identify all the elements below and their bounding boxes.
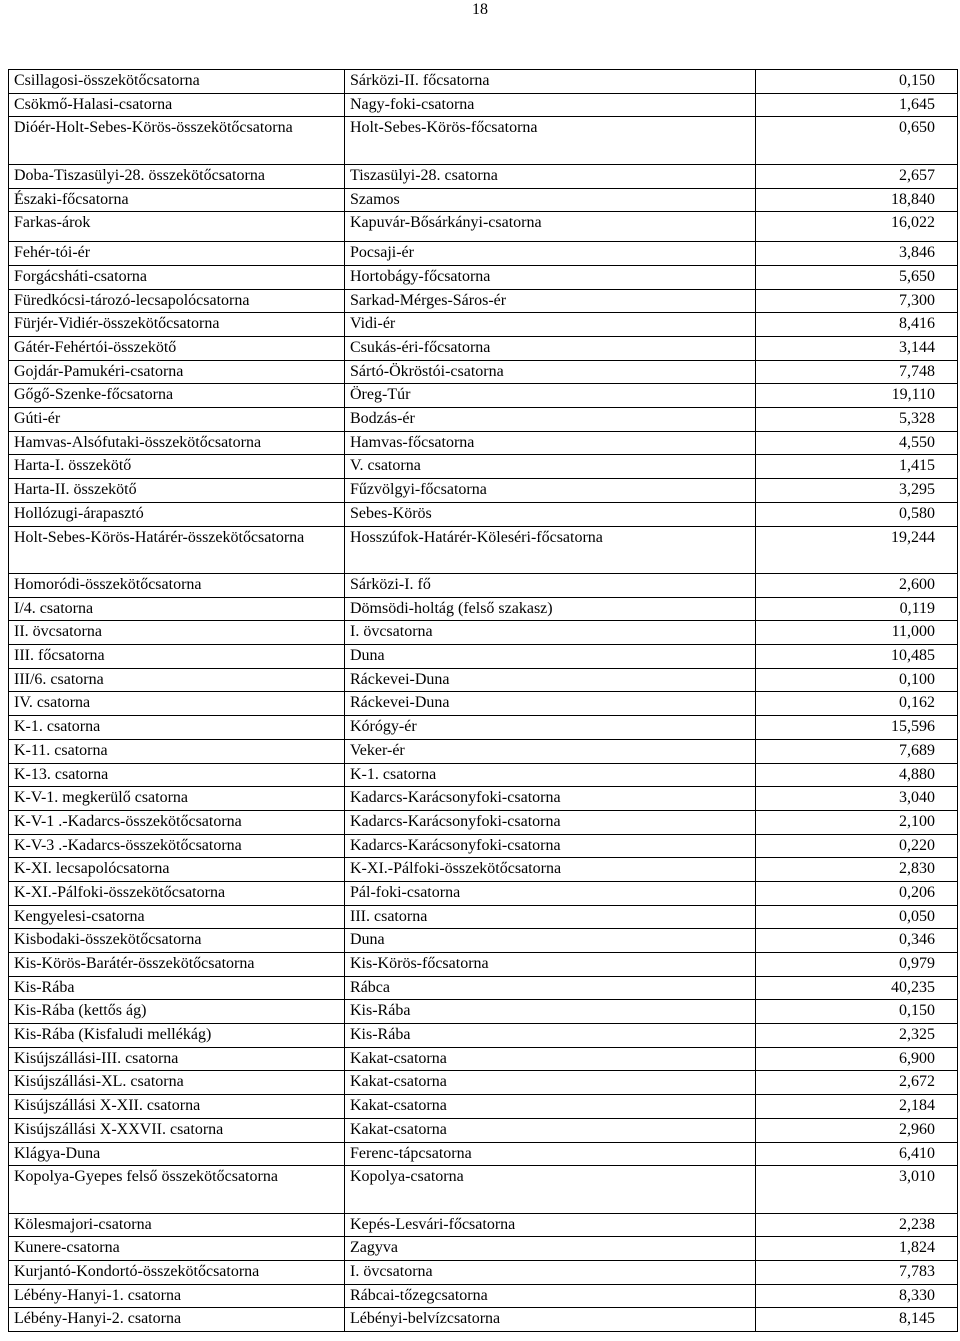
watercourse-name-cell: K-V-3 .-Kadarcs-összekötőcsatorna <box>9 834 345 858</box>
recipient-cell: Rábcai-tőzegcsatorna <box>345 1284 756 1308</box>
table-row <box>9 668 958 692</box>
table-row <box>9 1024 958 1048</box>
watercourse-name-cell: Kopolya-Gyepes felső összekötőcsatorna <box>9 1166 345 1214</box>
table-row <box>9 313 958 337</box>
length-cell: 3,846 <box>756 242 958 266</box>
length-cell: 18,840 <box>756 188 958 212</box>
recipient-cell: Bodzás-ér <box>345 408 756 432</box>
length-cell: 2,100 <box>756 810 958 834</box>
table-row <box>9 597 958 621</box>
recipient-cell: Öreg-Túr <box>345 384 756 408</box>
length-cell: 0,346 <box>756 929 958 953</box>
recipient-cell: Dömsödi-holtág (felső szakasz) <box>345 597 756 621</box>
watercourse-name-cell: III. főcsatorna <box>9 645 345 669</box>
length-cell: 0,220 <box>756 834 958 858</box>
recipient-cell: I. övcsatorna <box>345 1261 756 1285</box>
table-row <box>9 431 958 455</box>
length-cell: 8,145 <box>756 1308 958 1332</box>
recipient-cell: Tiszasülyi-28. csatorna <box>345 164 756 188</box>
watercourse-name-cell: Kölesmajori-csatorna <box>9 1213 345 1237</box>
watercourse-name-cell: Kurjantó-Kondortó-összekötőcsatorna <box>9 1261 345 1285</box>
length-cell: 2,184 <box>756 1095 958 1119</box>
watercourse-name-cell: K-XI.-Pálfoki-összekötőcsatorna <box>9 881 345 905</box>
watercourse-name-cell: Csillagosi-összekötőcsatorna <box>9 70 345 94</box>
length-cell: 6,410 <box>756 1142 958 1166</box>
length-cell: 2,600 <box>756 574 958 598</box>
length-cell: 16,022 <box>756 212 958 242</box>
watercourse-name-cell: Klágya-Duna <box>9 1142 345 1166</box>
table-row <box>9 70 958 94</box>
length-cell: 2,325 <box>756 1024 958 1048</box>
recipient-cell: Kakat-csatorna <box>345 1095 756 1119</box>
table-row <box>9 905 958 929</box>
recipient-cell: Zagyva <box>345 1237 756 1261</box>
table-row <box>9 834 958 858</box>
table-row <box>9 502 958 526</box>
waterway-table <box>8 69 958 1332</box>
table-row <box>9 479 958 503</box>
recipient-cell: Sárközi-I. fő <box>345 574 756 598</box>
watercourse-name-cell: Lébény-Hanyi-2. csatorna <box>9 1308 345 1332</box>
table-row <box>9 1118 958 1142</box>
length-cell: 0,119 <box>756 597 958 621</box>
table-row <box>9 716 958 740</box>
recipient-cell: Pocsaji-ér <box>345 242 756 266</box>
length-cell: 7,300 <box>756 289 958 313</box>
table-row <box>9 1284 958 1308</box>
watercourse-name-cell: II. övcsatorna <box>9 621 345 645</box>
watercourse-name-cell: Dióér-Holt-Sebes-Körös-összekötőcsatorna <box>9 117 345 165</box>
length-cell: 3,040 <box>756 787 958 811</box>
table-row <box>9 188 958 212</box>
watercourse-name-cell: K-11. csatorna <box>9 739 345 763</box>
watercourse-name-cell: K-V-1 .-Kadarcs-összekötőcsatorna <box>9 810 345 834</box>
table-row <box>9 881 958 905</box>
watercourse-name-cell: Hamvas-Alsófutaki-összekötőcsatorna <box>9 431 345 455</box>
recipient-cell: Veker-ér <box>345 739 756 763</box>
length-cell: 2,830 <box>756 858 958 882</box>
watercourse-name-cell: Holt-Sebes-Körös-Határér-összekötőcsatorna <box>9 526 345 574</box>
page-number: 18 <box>472 1 488 18</box>
recipient-cell: Vidi-ér <box>345 313 756 337</box>
recipient-cell: V. csatorna <box>345 455 756 479</box>
length-cell: 1,415 <box>756 455 958 479</box>
table-row <box>9 337 958 361</box>
recipient-cell: Kadarcs-Karácsonyfoki-csatorna <box>345 810 756 834</box>
table-row <box>9 1071 958 1095</box>
length-cell: 8,416 <box>756 313 958 337</box>
watercourse-name-cell: III/6. csatorna <box>9 668 345 692</box>
watercourse-name-cell: Harta-I. összekötő <box>9 455 345 479</box>
length-cell: 0,050 <box>756 905 958 929</box>
recipient-cell: Sebes-Körös <box>345 502 756 526</box>
watercourse-name-cell: Doba-Tiszasülyi-28. összekötőcsatorna <box>9 164 345 188</box>
table-row <box>9 953 958 977</box>
recipient-cell: K-1. csatorna <box>345 763 756 787</box>
recipient-cell: Kapuvár-Bősárkányi-csatorna <box>345 212 756 242</box>
table-row <box>9 858 958 882</box>
recipient-cell: Kakat-csatorna <box>345 1047 756 1071</box>
watercourse-name-cell: Homoródi-összekötőcsatorna <box>9 574 345 598</box>
watercourse-name-cell: Kisújszállási-III. csatorna <box>9 1047 345 1071</box>
table-row <box>9 212 958 242</box>
recipient-cell: III. csatorna <box>345 905 756 929</box>
watercourse-name-cell: Lébény-Hanyi-1. csatorna <box>9 1284 345 1308</box>
length-cell: 7,783 <box>756 1261 958 1285</box>
recipient-cell: Kis-Rába <box>345 1024 756 1048</box>
recipient-cell: Csukás-éri-főcsatorna <box>345 337 756 361</box>
recipient-cell: Fűzvölgyi-főcsatorna <box>345 479 756 503</box>
length-cell: 2,960 <box>756 1118 958 1142</box>
watercourse-name-cell: Csökmő-Halasi-csatorna <box>9 93 345 117</box>
table-row <box>9 976 958 1000</box>
table-row <box>9 164 958 188</box>
watercourse-name-cell: Farkas-árok <box>9 212 345 242</box>
length-cell: 7,689 <box>756 739 958 763</box>
length-cell: 0,979 <box>756 953 958 977</box>
table-row <box>9 384 958 408</box>
length-cell: 3,144 <box>756 337 958 361</box>
recipient-cell: Kakat-csatorna <box>345 1071 756 1095</box>
length-cell: 5,328 <box>756 408 958 432</box>
length-cell: 0,100 <box>756 668 958 692</box>
watercourse-name-cell: I/4. csatorna <box>9 597 345 621</box>
recipient-cell: Pál-foki-csatorna <box>345 881 756 905</box>
table-row <box>9 810 958 834</box>
recipient-cell: Holt-Sebes-Körös-főcsatorna <box>345 117 756 165</box>
watercourse-name-cell: Füredkócsi-tározó-lecsapolócsatorna <box>9 289 345 313</box>
recipient-cell: Kadarcs-Karácsonyfoki-csatorna <box>345 787 756 811</box>
table-row <box>9 645 958 669</box>
recipient-cell: Kopolya-csatorna <box>345 1166 756 1214</box>
length-cell: 0,150 <box>756 1000 958 1024</box>
length-cell: 4,880 <box>756 763 958 787</box>
recipient-cell: Nagy-foki-csatorna <box>345 93 756 117</box>
recipient-cell: K-XI.-Pálfoki-összekötőcsatorna <box>345 858 756 882</box>
watercourse-name-cell: Gőgő-Szenke-főcsatorna <box>9 384 345 408</box>
recipient-cell: Sárközi-II. főcsatorna <box>345 70 756 94</box>
recipient-cell: Duna <box>345 929 756 953</box>
length-cell: 15,596 <box>756 716 958 740</box>
recipient-cell: Sártó-Ökröstói-csatorna <box>345 360 756 384</box>
watercourse-name-cell: K-V-1. megkerülő csatorna <box>9 787 345 811</box>
recipient-cell: Ráckevei-Duna <box>345 668 756 692</box>
length-cell: 10,485 <box>756 645 958 669</box>
recipient-cell: Rábca <box>345 976 756 1000</box>
table-row <box>9 574 958 598</box>
recipient-cell: Hosszúfok-Határér-Köleséri-főcsatorna <box>345 526 756 574</box>
watercourse-name-cell: Gátér-Fehértói-összekötő <box>9 337 345 361</box>
table-row <box>9 526 958 574</box>
watercourse-name-cell: Kisújszállási-XL. csatorna <box>9 1071 345 1095</box>
watercourse-name-cell: Kengyelesi-csatorna <box>9 905 345 929</box>
table-row <box>9 1261 958 1285</box>
table-row <box>9 1213 958 1237</box>
length-cell: 5,650 <box>756 265 958 289</box>
table-row <box>9 265 958 289</box>
table-row <box>9 739 958 763</box>
watercourse-name-cell: Kis-Rába <box>9 976 345 1000</box>
length-cell: 1,645 <box>756 93 958 117</box>
length-cell: 7,748 <box>756 360 958 384</box>
watercourse-name-cell: K-XI. lecsapolócsatorna <box>9 858 345 882</box>
table-row <box>9 1142 958 1166</box>
table-row <box>9 787 958 811</box>
recipient-cell: Ráckevei-Duna <box>345 692 756 716</box>
watercourse-name-cell: Gúti-ér <box>9 408 345 432</box>
length-cell: 0,206 <box>756 881 958 905</box>
length-cell: 1,824 <box>756 1237 958 1261</box>
length-cell: 2,238 <box>756 1213 958 1237</box>
watercourse-name-cell: Északi-főcsatorna <box>9 188 345 212</box>
recipient-cell: Kis-Körös-főcsatorna <box>345 953 756 977</box>
length-cell: 6,900 <box>756 1047 958 1071</box>
watercourse-name-cell: Hollózugi-árapasztó <box>9 502 345 526</box>
watercourse-name-cell: K-1. csatorna <box>9 716 345 740</box>
watercourse-name-cell: Kis-Körös-Barátér-összekötőcsatorna <box>9 953 345 977</box>
table-row <box>9 1000 958 1024</box>
recipient-cell: Kakat-csatorna <box>345 1118 756 1142</box>
length-cell: 0,650 <box>756 117 958 165</box>
table-row <box>9 1308 958 1332</box>
length-cell: 3,010 <box>756 1166 958 1214</box>
recipient-cell: Hamvas-főcsatorna <box>345 431 756 455</box>
length-cell: 2,672 <box>756 1071 958 1095</box>
recipient-cell: Kis-Rába <box>345 1000 756 1024</box>
length-cell: 0,162 <box>756 692 958 716</box>
watercourse-name-cell: Kisújszállási X-XXVII. csatorna <box>9 1118 345 1142</box>
length-cell: 2,657 <box>756 164 958 188</box>
length-cell: 0,150 <box>756 70 958 94</box>
table-row <box>9 455 958 479</box>
recipient-cell: Duna <box>345 645 756 669</box>
recipient-cell: I. övcsatorna <box>345 621 756 645</box>
table-row <box>9 360 958 384</box>
length-cell: 19,110 <box>756 384 958 408</box>
length-cell: 3,295 <box>756 479 958 503</box>
table-row <box>9 1166 958 1214</box>
table-row <box>9 117 958 165</box>
table-row <box>9 1095 958 1119</box>
table-row <box>9 621 958 645</box>
table-row <box>9 1047 958 1071</box>
recipient-cell: Kadarcs-Karácsonyfoki-csatorna <box>345 834 756 858</box>
length-cell: 19,244 <box>756 526 958 574</box>
watercourse-name-cell: Fehér-tói-ér <box>9 242 345 266</box>
watercourse-name-cell: IV. csatorna <box>9 692 345 716</box>
recipient-cell: Lébényi-belvízcsatorna <box>345 1308 756 1332</box>
recipient-cell: Sarkad-Mérges-Sáros-ér <box>345 289 756 313</box>
table-row <box>9 692 958 716</box>
recipient-cell: Ferenc-tápcsatorna <box>345 1142 756 1166</box>
recipient-cell: Kórógy-ér <box>345 716 756 740</box>
watercourse-name-cell: Fürjér-Vidiér-összekötőcsatorna <box>9 313 345 337</box>
table-row <box>9 763 958 787</box>
watercourse-name-cell: Forgácsháti-csatorna <box>9 265 345 289</box>
watercourse-name-cell: Kis-Rába (kettős ág) <box>9 1000 345 1024</box>
watercourse-name-cell: Gojdár-Pamukéri-csatorna <box>9 360 345 384</box>
table-body <box>9 70 958 1332</box>
watercourse-name-cell: Kis-Rába (Kisfaludi mellékág) <box>9 1024 345 1048</box>
length-cell: 11,000 <box>756 621 958 645</box>
length-cell: 8,330 <box>756 1284 958 1308</box>
watercourse-name-cell: Kisújszállási X-XII. csatorna <box>9 1095 345 1119</box>
watercourse-name-cell: Harta-II. összekötő <box>9 479 345 503</box>
table-row <box>9 1237 958 1261</box>
table-row <box>9 289 958 313</box>
table-row <box>9 408 958 432</box>
recipient-cell: Hortobágy-főcsatorna <box>345 265 756 289</box>
table-row <box>9 242 958 266</box>
table-row <box>9 93 958 117</box>
recipient-cell: Kepés-Lesvári-főcsatorna <box>345 1213 756 1237</box>
watercourse-name-cell: Kunere-csatorna <box>9 1237 345 1261</box>
recipient-cell: Szamos <box>345 188 756 212</box>
watercourse-name-cell: Kisbodaki-összekötőcsatorna <box>9 929 345 953</box>
length-cell: 0,580 <box>756 502 958 526</box>
watercourse-name-cell: K-13. csatorna <box>9 763 345 787</box>
length-cell: 4,550 <box>756 431 958 455</box>
table-row <box>9 929 958 953</box>
length-cell: 40,235 <box>756 976 958 1000</box>
